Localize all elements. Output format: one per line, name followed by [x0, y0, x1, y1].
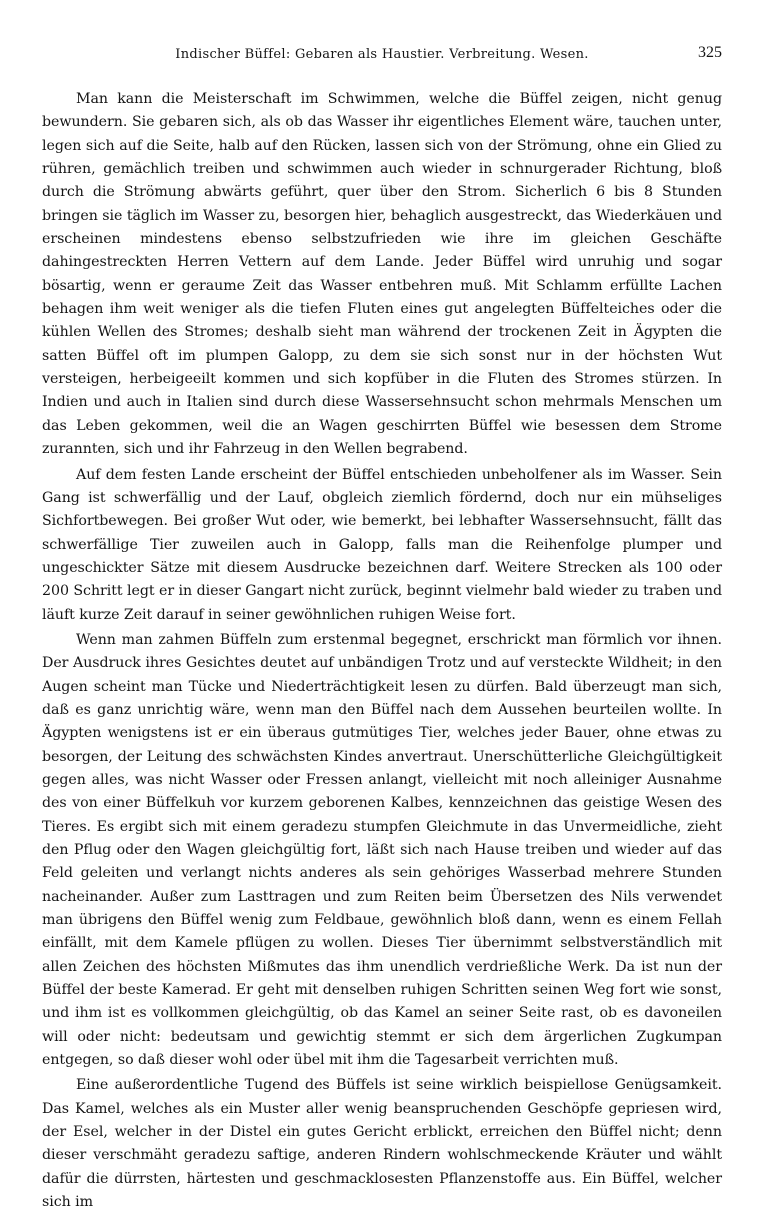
running-title: Indischer Büffel: Gebaren als Haustier. Verbreitung. Wesen. — [175, 47, 589, 62]
page-number: 325 — [698, 44, 722, 61]
paragraph-temperament: Wenn man zahmen Büffeln zum erstenmal begegnet, erschrickt man förmlich vor ihnen. Der Ausdruck ihres Gesichtes deutet auf unbändigen Trotz und auf versteckte Wildheit; in den Augen scheint man Tücke und Niederträchtigkeit lesen zu dürfen. Bald überzeugt man sich, daß es ganz unrichtig wäre, wenn man den Büffel nach dem Aussehen beurteilen wollte. In Ägypten wenigstens ist er ein überaus gutmütiges Tier, welches jeder Bauer, ohne etwas zu besorgen, der Leitung des schwächsten Kindes anvertraut. Unerschütterliche Gleichgültigkeit gegen alles, was nicht Wasser oder Fressen anlangt, vielleicht mit noch alleiniger Ausnahme des von einer Büffelkuh vor kurzem geborenen Kalbes, kennzeichnen das geistige Wesen des Tieres. Es ergibt sich mit einem geradezu stumpfen Gleichmute in das Unvermeidliche, zieht den Pflug oder den Wagen gleichgültig fort, läßt sich nach Hause treiben und wieder auf das Feld geleiten und verlangt nichts anderes als sein gehöriges Wasserbad mehrere Stunden nacheinander. Außer zum Lasttragen und zum Reiten beim Übersetzen des Nils verwendet man übrigens den Büffel wenig zum Feldbaue, gewöhnlich bloß dann, wenn es einem Fellah einfällt, mit dem Kamele pflügen zu wollen. Dieses Tier übernimmt selbstverständlich mit allen Zeichen des höchsten Mißmutes das ihm unendlich verdrießliche Werk. Da ist nun der Büffel der beste Kamerad. Er geht mit denselben ruhigen Schritten seinen Weg fort wie sonst, und ihm ist es vollkommen gleichgültig, ob das Kamel an seiner Seite rast, ob es davoneilen will oder nicht: bedeutsam und gewichtig stemmt er sich dem ärgerlichen Zugkumpan entgegen, so daß dieser wohl oder übel mit ihm die Tagesarbeit verrichten muß. — [42, 631, 722, 1069]
paragraph-on-land: Auf dem festen Lande erscheint der Büffel entschieden unbeholfener als im Wasser. Sein Gang ist schwerfällig und der Lauf, obgleich ziemlich fördernd, doch nur ein mühseliges Sichfortbewegen. Bei großer Wut oder, wie bemerkt, bei lebhafter Wassersehnsucht, fällt das schwerfällige Tier zuweilen auch in Galopp, falls man die Reihenfolge plumper und ungeschickter Sätze mit diesem Ausdrucke bezeichnen darf. Weitere Strecken als 100 oder 200 Schritt legt er in dieser Gangart nicht zurück, beginnt vielmehr bald wieder zu traben und läuft kurze Zeit darauf in seiner gewöhnlichen ruhigen Weise fort. — [42, 466, 722, 623]
paragraph-swimming: Man kann die Meisterschaft im Schwimmen, welche die Büffel zeigen, nicht genug bewundern. Sie gebaren sich, als ob das Wasser ihr eigentliches Element wäre, tauchen unter, legen sich auf die Seite, halb auf den Rücken, lassen sich von der Strömung, ohne ein Glied zu rühren, gemächlich treiben und schwimmen auch wieder in schnurgerader Richtung, bloß durch die Strömung abwärts geführt, quer über den Strom. Sicherlich 6 bis 8 Stunden bringen sie täglich im Wasser zu, besorgen hier, behaglich ausgestreckt, das Wiederkäuen und erscheinen mindestens ebenso selbstzufrieden wie ihre im gleichen Geschäfte dahingestreckten Herren Vettern auf dem Lande. Jeder Büffel wird unruhig und sogar bösartig, wenn er geraume Zeit das Wasser entbehren muß. Mit Schlamm erfüllte Lachen behagen ihm weit weniger als die tiefen Fluten eines gut angelegten Büffelteiches oder die kühlen Wellen des Stromes; deshalb sieht man während der trockenen Zeit in Ägypten die satten Büffel oft im plumpen Galopp, zu dem sie sich sonst nur in der höchsten Wut versteigen, herbeigeeilt kommen und sich kopfüber in die Fluten des Stromes stürzen. In Indien und auch in Italien sind durch diese Wassersehnsucht schon mehrmals Menschen um das Leben gekommen, weil die an Wagen geschirrten Büffel wie besessen dem Strome zurannten, sich und ihr Fahrzeug in den Wellen begrabend. — [42, 91, 722, 458]
body-text — [42, 88, 722, 1217]
running-head — [42, 43, 722, 71]
paragraph-frugality: Eine außerordentliche Tugend des Büffels ist seine wirklich beispiellose Genügsamkeit. Das Kamel, welches als ein Muster aller wenig beanspruchenden Geschöpfe gepriesen wird, der Esel, welcher in der Distel ein gutes Gericht erblickt, erreichen den Büffel nicht; denn dieser verschmäht geradezu saftige, anderen Rindern wohlschmeckende Kräuter und wählt dafür die dürrsten, härtesten und geschmacklosesten Pflanzenstoffe aus. Ein Büffel, welcher sich im — [42, 1077, 722, 1211]
